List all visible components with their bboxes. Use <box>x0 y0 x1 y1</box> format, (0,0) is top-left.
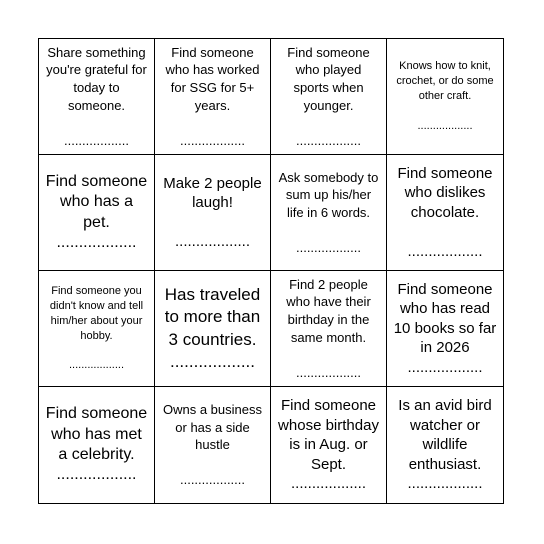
bingo-cell-4-4[interactable] <box>387 387 503 503</box>
bingo-cell-1-2[interactable] <box>155 39 271 155</box>
bingo-cell-2-1[interactable] <box>39 155 155 271</box>
bingo-cell-3-1[interactable] <box>39 271 155 387</box>
cell-text: Owns a business or has a side hustle .................. <box>163 402 262 488</box>
bingo-cell-4-2[interactable] <box>155 387 271 503</box>
cell-text: Find someone who has read 10 books so far in 2026 .................. <box>393 280 497 376</box>
bingo-cell-2-3[interactable] <box>271 155 387 271</box>
bingo-cell-2-4[interactable] <box>387 155 503 271</box>
cell-text: Find someone who has met a celebrity. .................. <box>45 405 148 484</box>
cell-text: Find someone whose birthday is in Aug. or Sept. .................. <box>278 397 379 493</box>
cell-text: Find someone who has a pet. .................. <box>45 172 148 251</box>
cell-text: Ask somebody to sum up his/her life in 6 words. .................. <box>278 169 379 255</box>
cell-text: Has traveled to more than 3 countries. .................. <box>164 285 261 371</box>
cell-text: Knows how to knit, crochet, or do some other craft. .................. <box>396 60 494 132</box>
bingo-cell-3-3[interactable] <box>271 271 387 387</box>
bingo-board <box>38 38 504 504</box>
cell-text: Find 2 people who have their birthday in the same month. .................. <box>286 276 371 380</box>
bingo-cell-4-3[interactable] <box>271 387 387 503</box>
cell-text: Find someone who played sports when younger. .................. <box>287 44 370 148</box>
bingo-cell-3-2[interactable] <box>155 271 271 387</box>
cell-text: Is an avid bird watcher or wildlife enthusiast. .................. <box>398 397 492 493</box>
cell-text: Find someone you didn't know and tell him/her about your hobby. .................. <box>49 284 144 372</box>
cell-text: Share something you're grateful for today to someone. .................. <box>46 44 147 148</box>
bingo-cell-3-4[interactable] <box>387 271 503 387</box>
cell-text: Find someone who has worked for SSG for 5+ years. .................. <box>165 44 260 148</box>
cell-text: Find someone who dislikes chocolate. .................. <box>397 164 493 260</box>
bingo-cell-1-4[interactable] <box>387 39 503 155</box>
bingo-cell-1-3[interactable] <box>271 39 387 155</box>
cell-text: Make 2 people laugh! .................. <box>163 174 262 250</box>
bingo-cell-1-1[interactable] <box>39 39 155 155</box>
bingo-cell-2-2[interactable] <box>155 155 271 271</box>
bingo-cell-4-1[interactable] <box>39 387 155 503</box>
